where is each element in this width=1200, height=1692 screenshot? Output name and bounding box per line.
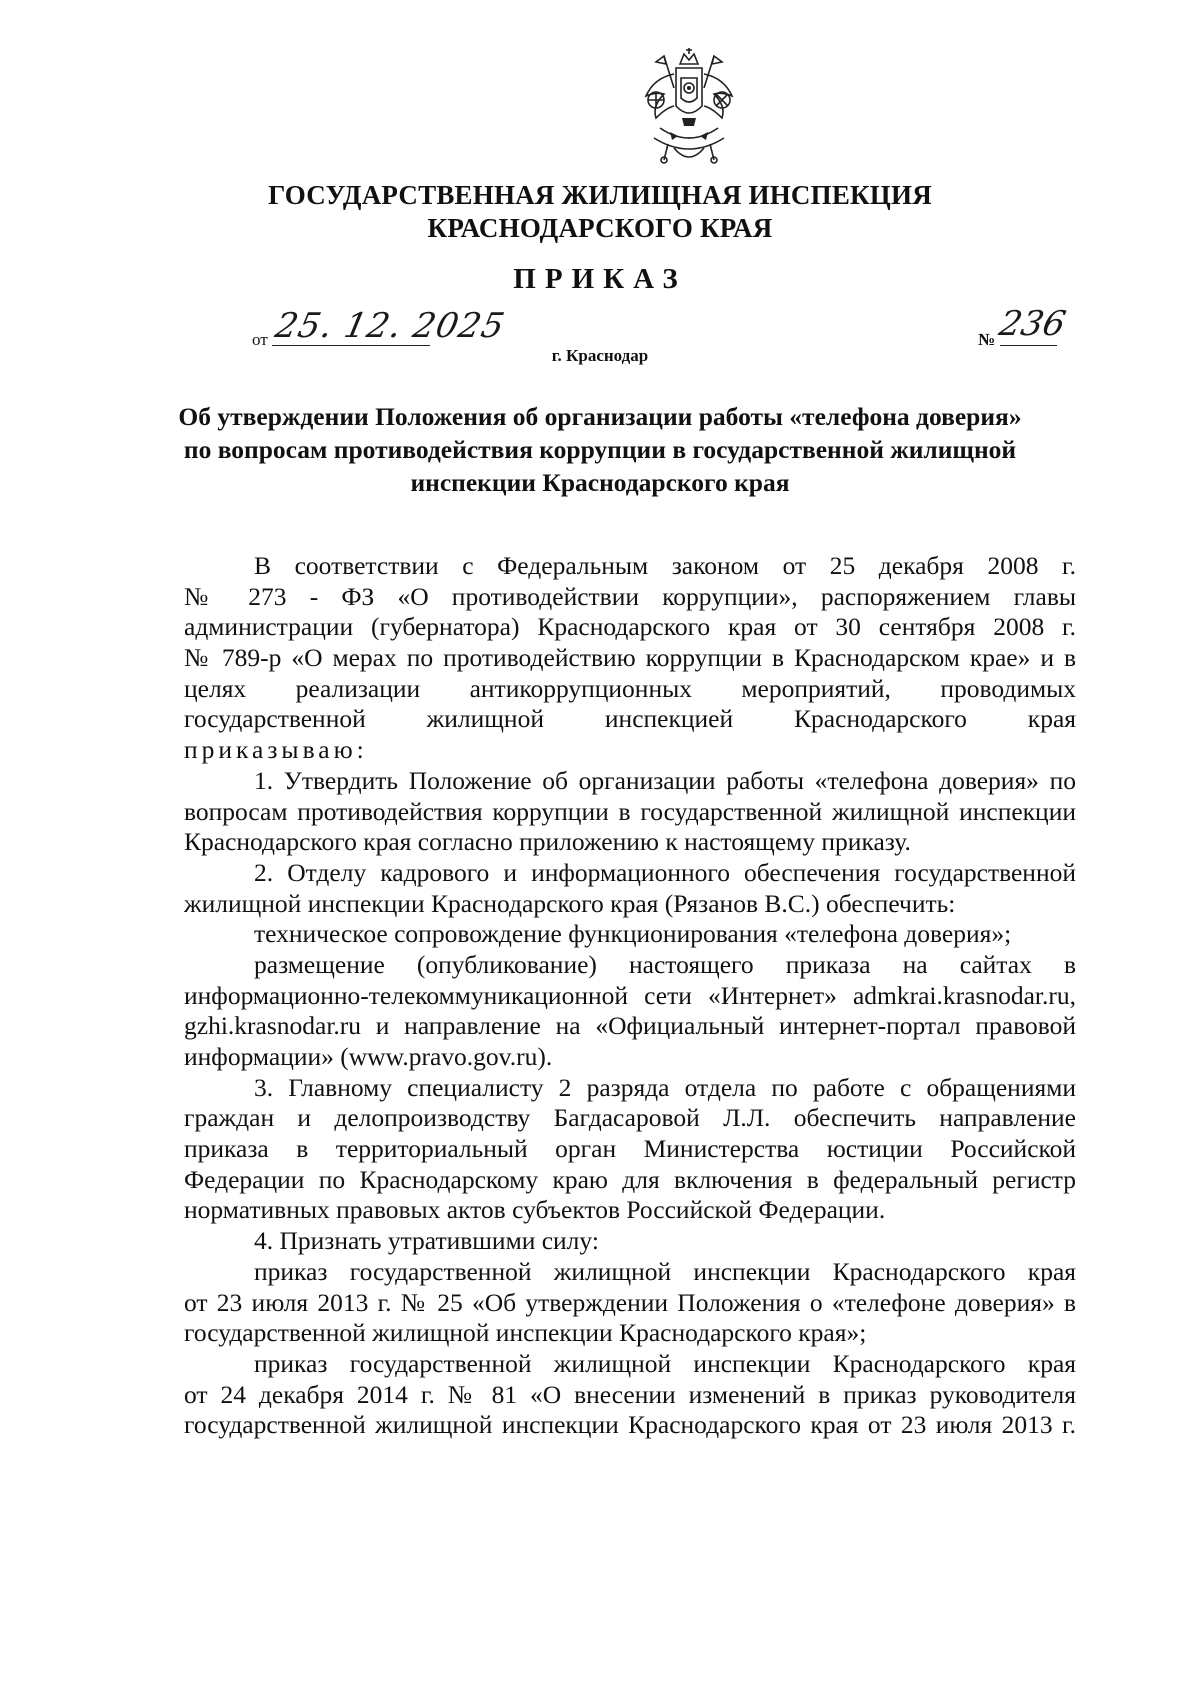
body-line: техническое сопровождение функционирования «телефона доверия»;: [254, 919, 1012, 949]
body-line: государственной жилищной инспекцией Краснодарского края: [184, 704, 1076, 734]
coat-of-arms-icon: [634, 48, 744, 170]
body-line: Краснодарского края согласно приложению к настоящему приказу.: [184, 827, 911, 857]
body-line: администрации (губернатора) Краснодарского края от 30 сентября 2008 г.: [184, 612, 1076, 642]
body-line: № 273 - ФЗ «О противодействии коррупции», распоряжением главы: [184, 581, 1076, 611]
body-line: граждан и делопроизводству Багдасаровой Л.Л. обеспечить направление: [184, 1103, 1076, 1133]
body-line: 2. Отделу кадрового и информационного обеспечения государственной: [254, 857, 1076, 887]
city-label: г. Краснодар: [551, 346, 649, 365]
title-line: по вопросам противодействия коррупции в государственной жилищной: [183, 435, 1017, 464]
body-line: информационно-телекоммуникационной сети «Интернет» admkrai.krasnodar.ru,: [184, 980, 1076, 1010]
document-body: [184, 551, 1076, 1441]
number-label: №: [978, 330, 996, 349]
body-line: целях реализации антикоррупционных мероприятий, проводимых: [184, 673, 1076, 703]
organization-name-line1: ГОСУДАРСТВЕННАЯ ЖИЛИЩНАЯ ИНСПЕКЦИЯ: [268, 180, 932, 210]
body-line: жилищной инспекции Краснодарского края (Рязанов В.С.) обеспечить:: [184, 888, 956, 918]
body-line: информации» (www.pravo.gov.ru).: [184, 1042, 553, 1071]
title-line: инспекции Краснодарского края: [410, 468, 790, 497]
body-line: нормативных правовых актов субъектов Российской Федерации.: [184, 1195, 886, 1225]
body-line: вопросам противодействия коррупции в государственной жилищной инспекции: [184, 796, 1076, 826]
body-line: от 24 декабря 2014 г. № 81 «О внесении изменений в приказ руководителя: [184, 1379, 1076, 1409]
handwritten-number: 236: [995, 304, 1070, 344]
body-line: 4. Признать утратившими силу:: [254, 1226, 599, 1256]
body-line: № 789-р «О мерах по противодействию коррупции в Краснодарском крае» и в: [184, 643, 1076, 673]
document-title: [150, 400, 1050, 499]
body-line: от 23 июля 2013 г. № 25 «Об утверждении Положения о «телефоне доверия» в: [184, 1287, 1076, 1317]
body-line: приказ государственной жилищной инспекции Краснодарского края: [254, 1256, 1076, 1286]
body-line: В соответствии с Федеральным законом от 25 декабря 2008 г.: [254, 551, 1076, 580]
body-line: государственной жилищной инспекции Краснодарского края от 23 июля 2013 г.: [184, 1410, 1076, 1440]
body-line: приказываю:: [184, 735, 368, 765]
handwritten-date: 25. 12. 2025: [271, 306, 509, 346]
body-line: государственной жилищной инспекции Краснодарского края»;: [184, 1318, 867, 1348]
body-line: приказ государственной жилищной инспекции Краснодарского края: [254, 1348, 1076, 1378]
body-line: приказа в территориальный орган Министерства юстиции Российской: [184, 1134, 1076, 1164]
title-line: Об утверждении Положения об организации работы «телефона доверия»: [178, 402, 1022, 431]
date-label: от: [252, 330, 268, 349]
body-line: Федерации по Краснодарскому краю для включения в федеральный регистр: [184, 1164, 1076, 1194]
body-line: 1. Утвердить Положение об организации работы «телефона доверия» по: [254, 765, 1076, 795]
body-line: gzhi.krasnodar.ru и направление на «Официальный интернет-портал правовой: [184, 1011, 1076, 1041]
body-line: 3. Главному специалисту 2 разряда отдела по работе с обращениями: [254, 1072, 1076, 1102]
organization-name-line2: КРАСНОДАРСКОГО КРАЯ: [427, 213, 773, 243]
document-type-heading: ПРИКАЗ: [513, 263, 687, 295]
body-line: размещение (опубликование) настоящего приказа на сайтах в: [254, 949, 1076, 979]
